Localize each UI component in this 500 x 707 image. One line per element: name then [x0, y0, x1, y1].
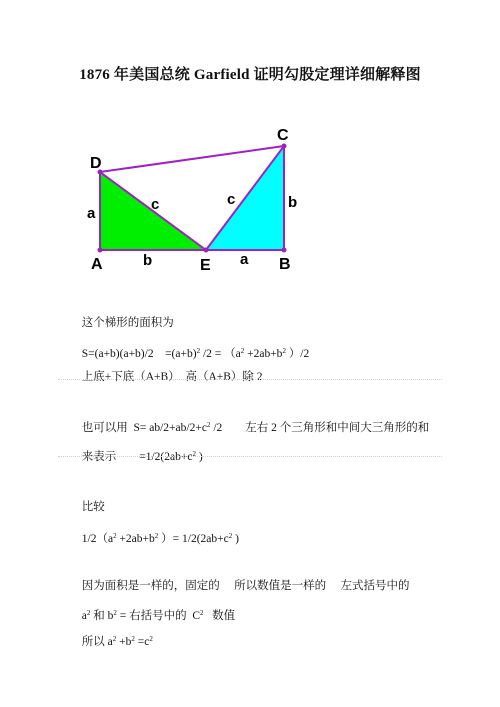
- label-side-a-left: a: [87, 205, 96, 222]
- text-compare-heading: 比较: [81, 501, 105, 513]
- dotted-divider: [58, 379, 442, 380]
- text-alternate-area-result: 来表示 $=1/2(2ab+c^2$ ): [81, 450, 203, 463]
- label-side-c-right: c: [227, 191, 236, 208]
- label-side-b-bottom: b: [143, 252, 153, 269]
- text-pythagorean-conclusion: 所以 $a^2 +b^2 =c^2$: [81, 635, 153, 648]
- text-because-area-equal: 因为面积是一样的，固定的 所以数值是一样的 左式括号中的: [81, 580, 410, 592]
- label-C: C: [277, 127, 289, 144]
- label-side-a-bottom: a: [240, 251, 249, 268]
- label-D: D: [90, 155, 102, 172]
- label-side-c-left: c: [151, 196, 160, 213]
- label-B: B: [279, 256, 291, 273]
- label-side-b-right: b: [288, 194, 298, 211]
- text-trapezoid-area-intro: 这个梯形的面积为: [81, 317, 174, 329]
- vertex-C: [282, 144, 287, 149]
- page-title: 1876 年美国总统 Garfield 证明勾股定理详细解释图: [79, 67, 421, 83]
- text-area-formula: S=(a+b)(a+b)/2 $=(a+b)^2$ $/2 = (a^2 +2ab+b^2$ ）/2: [81, 347, 310, 360]
- vertex-A: [98, 248, 103, 253]
- dotted-divider: [58, 456, 442, 457]
- text-base-height-note: 上底+下底（A+B） 高（A+B）除 2: [81, 371, 263, 383]
- vertex-B: [282, 248, 287, 253]
- text-alternate-area: 也可以用 $S= ab/2+ab/2+c^2$ /2 左右 2 个三角形和中间大三角形的和: [81, 421, 430, 434]
- text-compare-equation: $1/2(a^2 +2ab+b^2$ ）= $1/2(2ab+c^2$ ): [81, 532, 239, 545]
- text-squares-equal-c: $a^2$ 和 $b^2$ = 右括号中的 $C^2$ 数值: [81, 609, 236, 622]
- label-E: E: [200, 257, 211, 274]
- vertex-E: [204, 248, 209, 253]
- label-A: A: [91, 256, 103, 273]
- edge-DC: [100, 146, 284, 172]
- garfield-trapezoid-diagram: [0, 0, 500, 300]
